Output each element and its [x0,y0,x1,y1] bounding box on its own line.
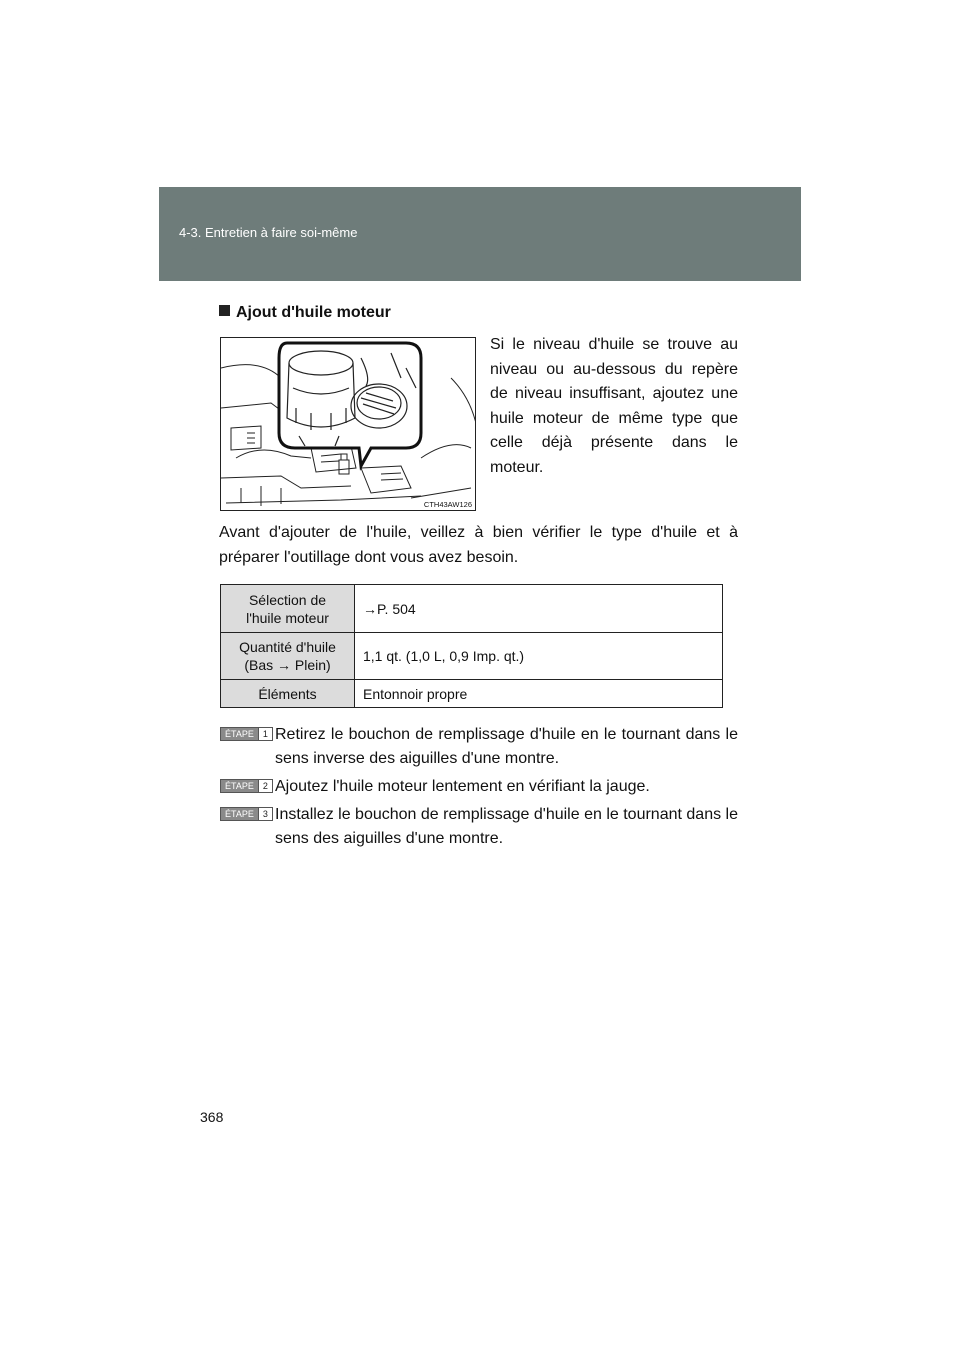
oil-info-table [220,584,723,708]
table-row [221,585,723,633]
step-item [220,723,738,771]
table-row [221,680,723,708]
step-text: Installez le bouchon de remplissage d'huile en le tournant dans le sens des aiguilles d'une montre. [275,806,738,847]
step-text: Retirez le bouchon de remplissage d'huile en le tournant dans le sens inverse des aiguilles d'une montre. [275,726,738,767]
step-badge: ÉTAPE 3 [220,807,273,821]
figure-code: CTH43AW126 [423,500,472,509]
intro-paragraph: Avant d'ajouter de l'huile, veillez à bien vérifier le type d'huile et à préparer l'outillage dont vous avez besoin. [219,524,738,566]
section-title: 4-3. Entretien à faire soi-même [179,225,358,240]
step-item [220,803,738,851]
page-number: 368 [200,1109,224,1125]
table-value-cell: 1,1 qt. (1,0 L, 0,9 Imp. qt.) [355,633,723,680]
table-label-cell: Quantité d'huile (Bas → Plein) [221,633,355,680]
section-heading [219,304,391,322]
engine-oil-cap-illustration [220,337,476,511]
square-bullet-icon [219,305,230,316]
table-value-cell: Entonnoir propre [355,680,723,708]
step-badge: ÉTAPE 2 [220,779,273,793]
step-item [220,775,738,799]
table-row [221,633,723,680]
table-label-cell: Sélection de l'huile moteur [221,585,355,633]
side-paragraph: Si le niveau d'huile se trouve au niveau ou au-dessous du repère de niveau insuffisant, ajoutez une huile moteur de même type que celle déjà présente dans le moteur. [490,336,738,476]
engine-bay-drawing [221,338,476,511]
header-band [159,187,801,281]
table-value-cell: →P. 504 [355,585,723,633]
step-text: Ajoutez l'huile moteur lentement en vérifiant la jauge. [275,778,650,795]
step-badge: ÉTAPE 1 [220,727,273,741]
steps-list [220,723,738,855]
table-label-cell: Éléments [221,680,355,708]
section-heading-text: Ajout d'huile moteur [236,304,391,321]
